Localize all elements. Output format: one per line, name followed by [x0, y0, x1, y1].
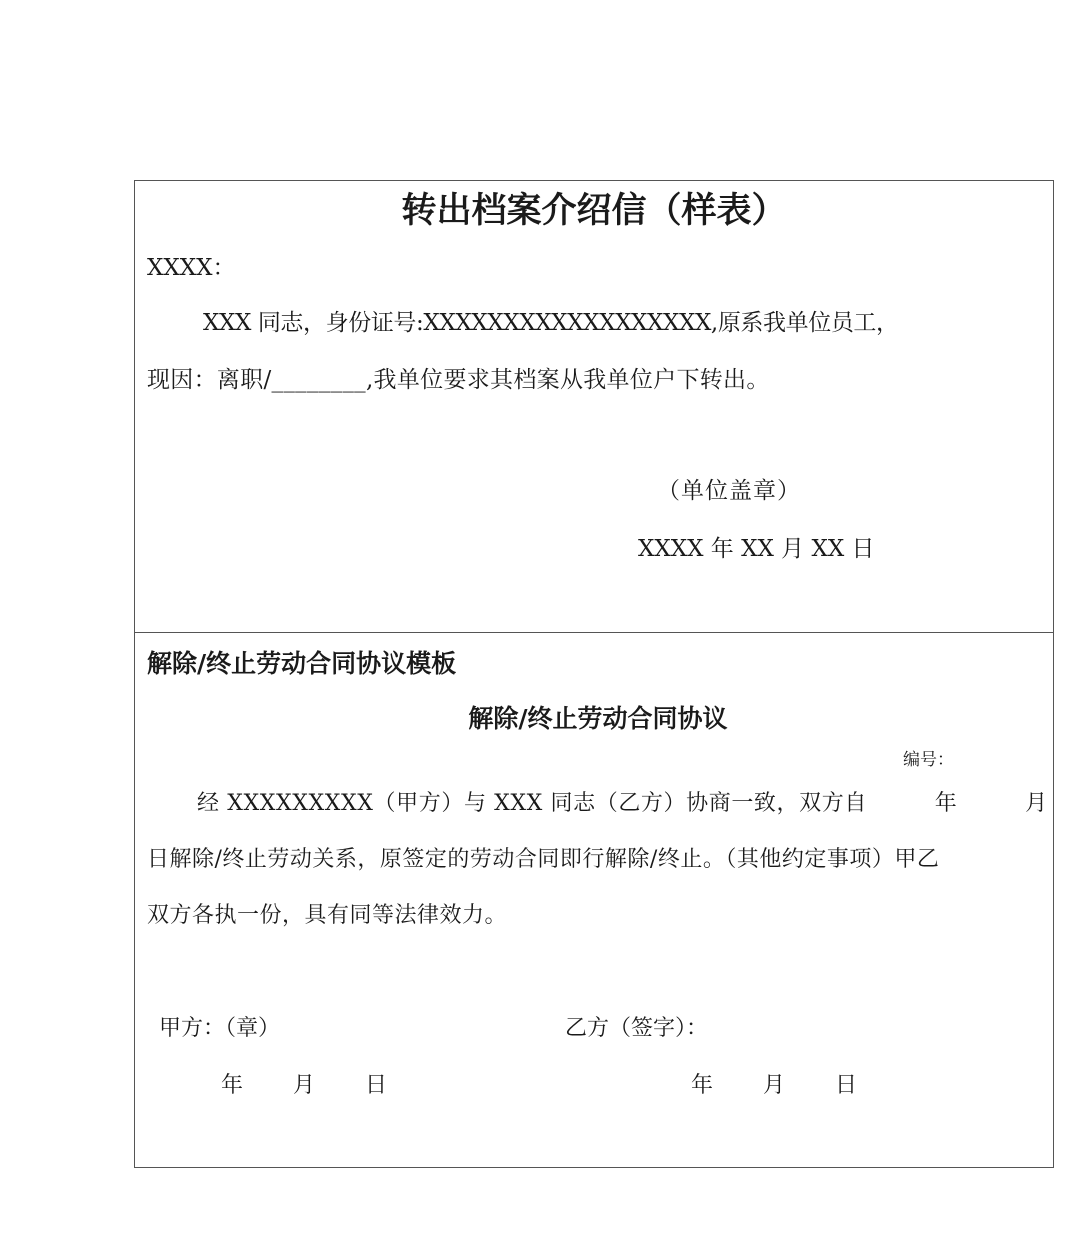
agreement-title: 解除/终止劳动合同协议 [468, 704, 728, 733]
document-table [134, 180, 1054, 1168]
letter-title: 转出档案介绍信（样表） [401, 190, 787, 231]
letter-body-line-2: 现因：离职/________,我单位要求其档案从我单位户下转出。 [147, 367, 770, 393]
letter-body-line-1: XXX 同志，身份证号:XXXXXXXXXXXXXXXXXX,原系我单位员工， [203, 310, 899, 336]
letter-addressee: XXXX： [147, 255, 236, 281]
party-a-date: 年 月 日 [221, 1073, 390, 1098]
agreement-section-heading: 解除/终止劳动合同协议模板 [147, 649, 457, 678]
agreement-paragraph-line-2: 日解除/终止劳动关系，原签定的劳动合同即行解除/终止。（其他约定事项）甲乙 [147, 847, 940, 872]
agreement-number-label: 编号： [903, 750, 954, 770]
letter-date: XXXX 年 XX 月 XX 日 [638, 536, 875, 562]
agreement-paragraph-line-3: 双方各执一份，具有同等法律效力。 [147, 903, 508, 928]
party-b-signature-label: 乙方（签字）： [565, 1016, 709, 1041]
party-b-date: 年 月 日 [691, 1073, 860, 1098]
letter-seal: （单位盖章） [657, 478, 801, 504]
agreement-paragraph-line-1: 经 XXXXXXXXX（甲方）与 XXX 同志（乙方）协商一致，双方自 年 月 [197, 791, 1048, 816]
section-divider [135, 632, 1053, 633]
party-a-signature-label: 甲方：（章） [159, 1016, 281, 1041]
